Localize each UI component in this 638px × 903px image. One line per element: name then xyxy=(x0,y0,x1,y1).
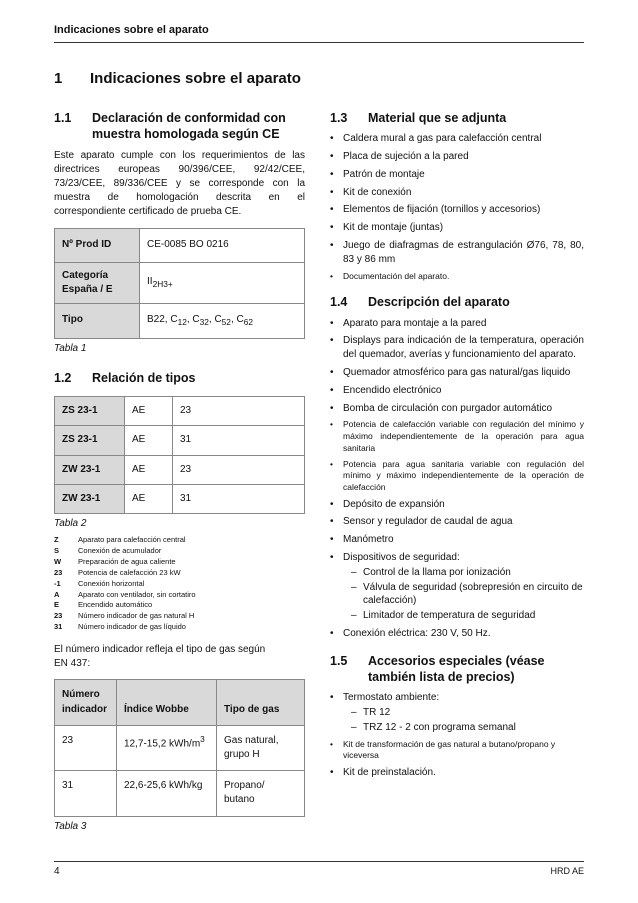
legend-key: A xyxy=(54,589,60,599)
category-value: II xyxy=(147,275,153,287)
table-header-cell: Índice Wobbe xyxy=(117,680,217,725)
list-item: • Manómetro xyxy=(330,533,584,547)
chapter-title: Indicaciones sobre el aparato xyxy=(90,70,301,87)
table-cell: 22,6-25,6 kWh/kg xyxy=(117,771,217,816)
list-item: • Bomba de circulación con purgador automático xyxy=(330,402,584,416)
legend-row xyxy=(54,600,305,611)
type-subscript: 62 xyxy=(243,317,253,327)
table-3-caption: Tabla 3 xyxy=(54,820,87,832)
table-cell: Gas natural, grupo H xyxy=(217,725,305,770)
table-cell: 23 xyxy=(173,455,305,484)
legend-key: 31 xyxy=(54,622,63,632)
section-title: Material que se adjunta xyxy=(368,111,507,125)
footer-rule xyxy=(54,861,584,862)
legend-text: Número indicador de gas natural H xyxy=(78,611,195,621)
list-item: • Patrón de montaje xyxy=(330,168,584,182)
legend-key: W xyxy=(54,556,62,566)
table-cell: 23 xyxy=(55,725,117,770)
type-subscript: 32 xyxy=(199,317,209,327)
table-row xyxy=(55,304,305,339)
list-item: • Encendido electrónico xyxy=(330,384,584,398)
list-item: • Depósito de expansión xyxy=(330,498,584,512)
legend-text: Conexión de acumulador xyxy=(78,546,162,556)
safety-devices-list xyxy=(343,566,584,623)
list-item: • Placa de sujeción a la pared xyxy=(330,150,584,164)
header-rule xyxy=(54,42,584,43)
legend-text: Aparato para calefacción central xyxy=(78,535,186,545)
device-description-list xyxy=(330,317,584,641)
type-subscript: 52 xyxy=(221,317,231,327)
sub-list-item: – Válvula de seguridad (sobrepresión en circuito de calefacción) xyxy=(343,581,584,609)
section-title: Declaración de conformidad con muestra homologada según CE xyxy=(92,111,286,142)
table-cell: AE xyxy=(125,397,173,426)
list-item: • Juego de diafragmas de estrangulación Ø76, 78, 80, 83 y 86 mm xyxy=(330,239,584,267)
sub-list-item: – Limitador de temperatura de seguridad xyxy=(343,609,584,623)
table-cell: ZS 23-1 xyxy=(55,426,125,455)
table-row xyxy=(55,455,305,484)
list-item: • Conexión eléctrica: 230 V, 50 Hz. xyxy=(330,627,584,641)
page-number: 4 xyxy=(54,866,60,877)
type-part: , C xyxy=(208,314,222,325)
table-cell xyxy=(140,262,305,303)
table-header-cell: Tipo de gas xyxy=(217,680,305,725)
list-item: • Potencia de calefacción variable con regulación del mínimo y máximo independientemente de la operación para agua sanitaria xyxy=(330,419,584,454)
type-subscript: 12 xyxy=(177,317,187,327)
table-1 xyxy=(54,228,305,338)
legend-row xyxy=(54,622,305,633)
table-cell: Nº Prod ID xyxy=(55,229,140,262)
table-row xyxy=(55,426,305,455)
type-part: , C xyxy=(230,314,244,325)
table-1-caption: Tabla 1 xyxy=(54,342,87,354)
legend-row xyxy=(54,546,305,557)
conformity-paragraph: Este aparato cumple con los requerimientos de las directrices europeas 90/396/CEE, 92/42/CEE, 73/23/CEE, 89/336/CEE y se corresponde con la muestra de homologación descrita en el correspondiente certificado de prueba CE. xyxy=(54,149,305,218)
thermostat-list xyxy=(343,706,584,735)
type-part: , C xyxy=(186,314,200,325)
section-number: 1.5 xyxy=(330,653,348,668)
list-item: • Elementos de fijación (tornillos y accesorios) xyxy=(330,203,584,217)
type-part: B22, C xyxy=(147,314,178,325)
legend-key: Z xyxy=(54,535,59,545)
right-column xyxy=(330,110,584,784)
legend-row xyxy=(54,579,305,590)
section-number: 1.1 xyxy=(54,111,72,125)
table-cell: AE xyxy=(125,484,173,513)
table-cell: Categoría España / E xyxy=(55,262,140,303)
section-1-5-heading xyxy=(330,653,584,686)
legend-text: Potencia de calefacción 23 kW xyxy=(78,567,181,577)
list-item xyxy=(330,691,584,734)
section-title: Relación de tipos xyxy=(92,371,196,385)
table-cell: 31 xyxy=(173,484,305,513)
list-item: • Quemador atmosférico para gas natural/gas liquido xyxy=(330,366,584,380)
list-item: • Potencia para agua sanitaria variable con regulación del mínimo y máximo independientemente de la operación de calefacción xyxy=(330,459,584,494)
wobbe-value: 12,7-15,2 kWh/m xyxy=(124,738,201,750)
section-number: 1.3 xyxy=(330,111,348,125)
table-cell: ZS 23-1 xyxy=(55,397,125,426)
legend-key: 23 xyxy=(54,567,63,577)
sub-list-item: – TR 12 xyxy=(343,706,584,720)
list-item-text: Dispositivos de seguridad: xyxy=(343,552,460,564)
legend-text: Preparación de agua caliente xyxy=(78,556,176,566)
table-header-cell: Número indicador xyxy=(55,680,117,725)
section-title: Accesorios especiales (véase también lista de precios) xyxy=(368,653,545,685)
legend-row xyxy=(54,611,305,622)
section-number: 1.2 xyxy=(54,371,72,385)
table-2 xyxy=(54,396,305,514)
table-cell: Propano/ butano xyxy=(217,771,305,816)
section-title: Descripción del aparato xyxy=(368,295,510,310)
table-cell: 31 xyxy=(55,771,117,816)
accessories-list xyxy=(330,691,584,780)
list-item: • Kit de preinstalación. xyxy=(330,766,584,780)
legend-key: 23 xyxy=(54,611,63,621)
table-row xyxy=(55,262,305,303)
table-cell: ZW 23-1 xyxy=(55,455,125,484)
wobbe-superscript: 3 xyxy=(200,733,205,744)
section-number: 1.4 xyxy=(330,295,348,310)
legend-key: -1 xyxy=(54,578,61,588)
list-item-text: Termostato ambiente: xyxy=(343,692,440,704)
list-item: • Displays para indicación de la temperatura, operación del quemador, averías y funcionamiento del aparato. xyxy=(330,334,584,362)
table-2-caption: Tabla 2 xyxy=(54,518,87,529)
table-3 xyxy=(54,679,305,816)
left-column xyxy=(54,110,305,834)
table-row xyxy=(55,397,305,426)
legend-text: Número indicador de gas líquido xyxy=(78,622,186,632)
section-1-4-heading xyxy=(330,294,584,310)
legend-key: S xyxy=(54,546,60,556)
chapter-number: 1 xyxy=(54,70,63,87)
section-1-1-heading xyxy=(54,110,305,143)
list-item: • Kit de transformación de gas natural a butano/propano y viceversa xyxy=(330,739,584,762)
table-cell: AE xyxy=(125,455,173,484)
list-item: • Documentación del aparato. xyxy=(330,271,584,283)
table-row xyxy=(55,229,305,262)
list-item: • Aparato para montaje a la pared xyxy=(330,317,584,331)
supplied-material-list xyxy=(330,132,584,282)
gas-paragraph: El número indicador refleja el tipo de gas según EN 437: xyxy=(54,644,266,670)
table-cell: Tipo xyxy=(55,304,140,339)
type-legend xyxy=(54,535,305,633)
list-item xyxy=(330,551,584,623)
table-cell: 31 xyxy=(173,426,305,455)
legend-row xyxy=(54,568,305,579)
table-cell: AE xyxy=(125,426,173,455)
legend-key: E xyxy=(54,600,60,610)
list-item: • Kit de montaje (juntas) xyxy=(330,221,584,235)
legend-row xyxy=(54,557,305,568)
table-row xyxy=(55,725,305,770)
table-cell xyxy=(117,725,217,770)
table-row xyxy=(55,771,305,816)
table-cell: ZW 23-1 xyxy=(55,484,125,513)
list-item: • Kit de conexión xyxy=(330,186,584,200)
legend-text: Aparato con ventilador, sin cortatiro xyxy=(78,589,196,599)
document-code: HRD AE xyxy=(550,866,584,876)
sub-list-item: – TRZ 12 - 2 con programa semanal xyxy=(343,721,584,735)
legend-row xyxy=(54,590,305,601)
category-subscript: 2H3+ xyxy=(152,278,173,289)
table-row xyxy=(55,484,305,513)
chapter-heading xyxy=(54,70,301,87)
table-header-row xyxy=(55,680,305,725)
legend-text: Encendido automático xyxy=(78,600,153,610)
table-cell xyxy=(140,304,305,339)
running-header: Indicaciones sobre el aparato xyxy=(54,24,209,36)
table-cell: 23 xyxy=(173,397,305,426)
list-item: • Sensor y regulador de caudal de agua xyxy=(330,515,584,529)
table-cell: CE-0085 BO 0216 xyxy=(140,229,305,262)
legend-text: Conexión horizontal xyxy=(78,578,145,588)
list-item: • Caldera mural a gas para calefacción central xyxy=(330,132,584,146)
legend-row xyxy=(54,535,305,546)
section-1-2-heading xyxy=(54,370,305,386)
sub-list-item: – Control de la llama por ionización xyxy=(343,566,584,580)
section-1-3-heading xyxy=(330,110,584,126)
